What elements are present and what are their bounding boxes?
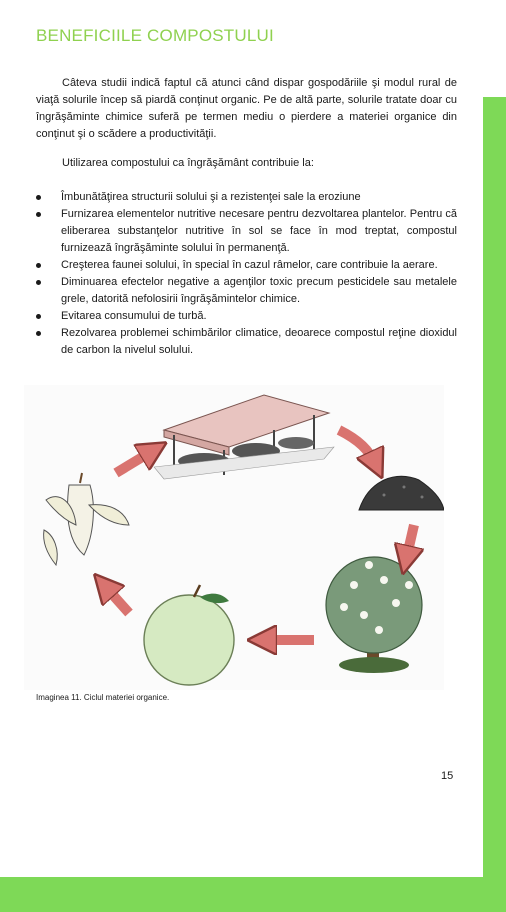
decorative-side-bar bbox=[483, 97, 506, 912]
page-number: 15 bbox=[441, 770, 454, 782]
bullet-icon bbox=[36, 331, 41, 336]
list-item-text: Diminuarea efectelor negative a agenţilor toxic precum pesticidele sau metalele grele, datorită nefolosirii îngrăşămintelor chimice. bbox=[61, 276, 457, 305]
list-item bbox=[36, 189, 457, 206]
list-item-text: Furnizarea elementelor nutritive necesare pentru dezvoltarea plantelor. Pentru că eliberarea substanţelor nutritive în sol se face în mod treptat, compostul furnizează îngrăşăminte solului în permanenţă. bbox=[61, 208, 457, 254]
list-item bbox=[36, 325, 457, 359]
bullet-icon bbox=[36, 195, 41, 200]
list-item bbox=[36, 308, 457, 325]
figure-caption: Imaginea 11. Ciclul materiei organice. bbox=[36, 693, 170, 702]
bullet-icon bbox=[36, 212, 41, 217]
bullet-icon bbox=[36, 263, 41, 268]
list-item bbox=[36, 274, 457, 308]
list-item-text: Rezolvarea problemei schimbărilor climatice, deoarece compostul reţine dioxidul de carbon la nivelul solului. bbox=[61, 327, 457, 356]
list-item bbox=[36, 206, 457, 257]
list-item-text: Creşterea faunei solului, în special în cazul râmelor, care contribuie la aerare. bbox=[61, 259, 438, 271]
bullet-icon bbox=[36, 314, 41, 319]
bullet-icon bbox=[36, 280, 41, 285]
organic-cycle-illustration bbox=[24, 385, 444, 690]
list-item-text: Îmbunătăţirea structurii solului şi a rezistenţei sale la eroziune bbox=[61, 191, 361, 203]
decorative-bottom-bar bbox=[0, 877, 506, 912]
list-item bbox=[36, 257, 457, 274]
list-item-text: Evitarea consumului de turbă. bbox=[61, 310, 207, 322]
intro-paragraph: Câteva studii indică faptul că atunci când dispar gospodăriile şi modul rural de viaţă solurile încep să piardă conţinut organic. Pe de altă parte, solurile tratate doar cu îngrăşăminte chimice suferă pe termen mediu o pierdere a materiei organice din conţinut şi o scădere a productivităţii. bbox=[36, 77, 457, 140]
page-title: BENEFICIILE COMPOSTULUI bbox=[36, 26, 274, 45]
benefits-list bbox=[36, 189, 457, 359]
list-lead-paragraph: Utilizarea compostului ca îngrăşământ contribuie la: bbox=[62, 157, 314, 169]
